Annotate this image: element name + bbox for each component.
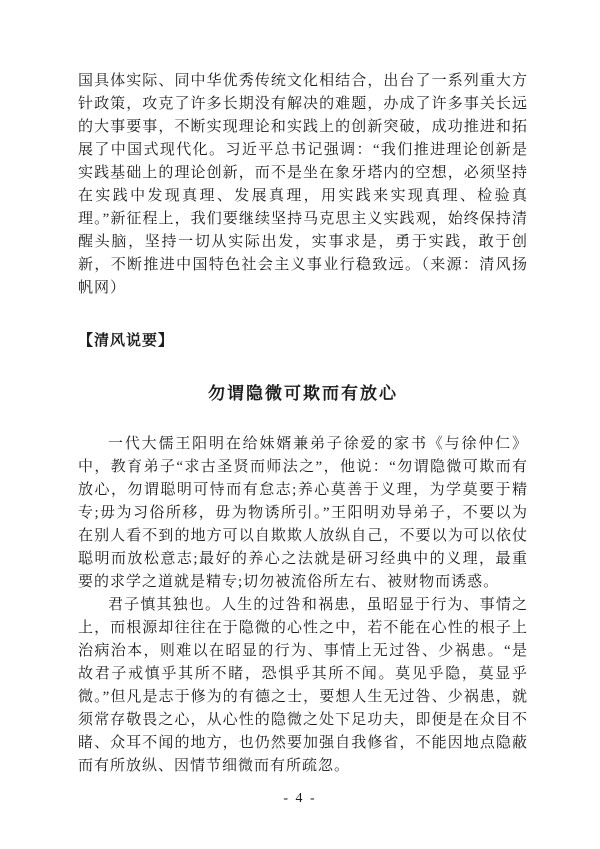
section-header: 【清风说要】 (78, 333, 175, 349)
continuation-paragraph: 国具体实际、同中华优秀传统文化相结合，出台了一系列重大方针政策，攻克了许多长期没有解决的难题，办成了许多事关长远的大事要事，不断实现理论和实践上的创新突破，成功推进和拓展了中国式现代化。习近平总书记强调：“我们推进理论创新是实践基础上的理论创新，而不是坐在象牙塔内的空想，必须坚持在实践中发现真理、发展真理，用实践来实现真理、检验真理。”新征程上，我们要继续坚持马克思主义实践观，始终保持清醒头脑，坚持一切从实际出发，实事求是，勇于实践，敢于创新，不断推进中国特色社会主义事业行稳致远。（来源：清风扬帆网） (78, 73, 528, 296)
article-paragraph: 君子慎其独也。人生的过咎和祸患，虽昭显于行为、事情之上，而根源却往往在于隐微的心性之中，若不能在心性的根子上治病治本，则难以在昭显的行为、事情上无过咎、少祸患。“是故君子戒慎乎其所不睹，恐惧乎其所不闻。莫见乎隐，莫显乎微。”但凡是志于修为的有德之士，要想人生无过咎、少祸患，就须常存敬畏之心，从心性的隐微之处下足功夫，即便是在众目不睹、众耳不闻的地方，也仍然要加强自我修省，不能因地点隐蔽而有所放纵、因情节细微而有所疏忽。 (78, 597, 528, 774)
article-paragraph: 一代大儒王阳明在给妹婿兼弟子徐爱的家书《与徐仲仁》中，教育弟子“求古圣贤而师法之”，他说：“勿谓隐微可欺而有放心，勿谓聪明可恃而有怠志;养心莫善于义理，为学莫要于精专;毋为习俗所移，毋为物诱所引。”王阳明劝导弟子，不要以为在别人看不到的地方可以自欺欺人放纵自己，不要以为可以依仗聪明而放松意志;最好的养心之法就是研习经典中的义理，最重要的求学之道就是精专;切勿被流俗所左右、被财物而诱惑。 (78, 436, 528, 590)
page-footer (0, 789, 600, 807)
page-number: - 4 - (283, 791, 317, 806)
article-title: 勿谓隐微可欺而有放心 (208, 384, 398, 403)
document-body (78, 70, 528, 778)
